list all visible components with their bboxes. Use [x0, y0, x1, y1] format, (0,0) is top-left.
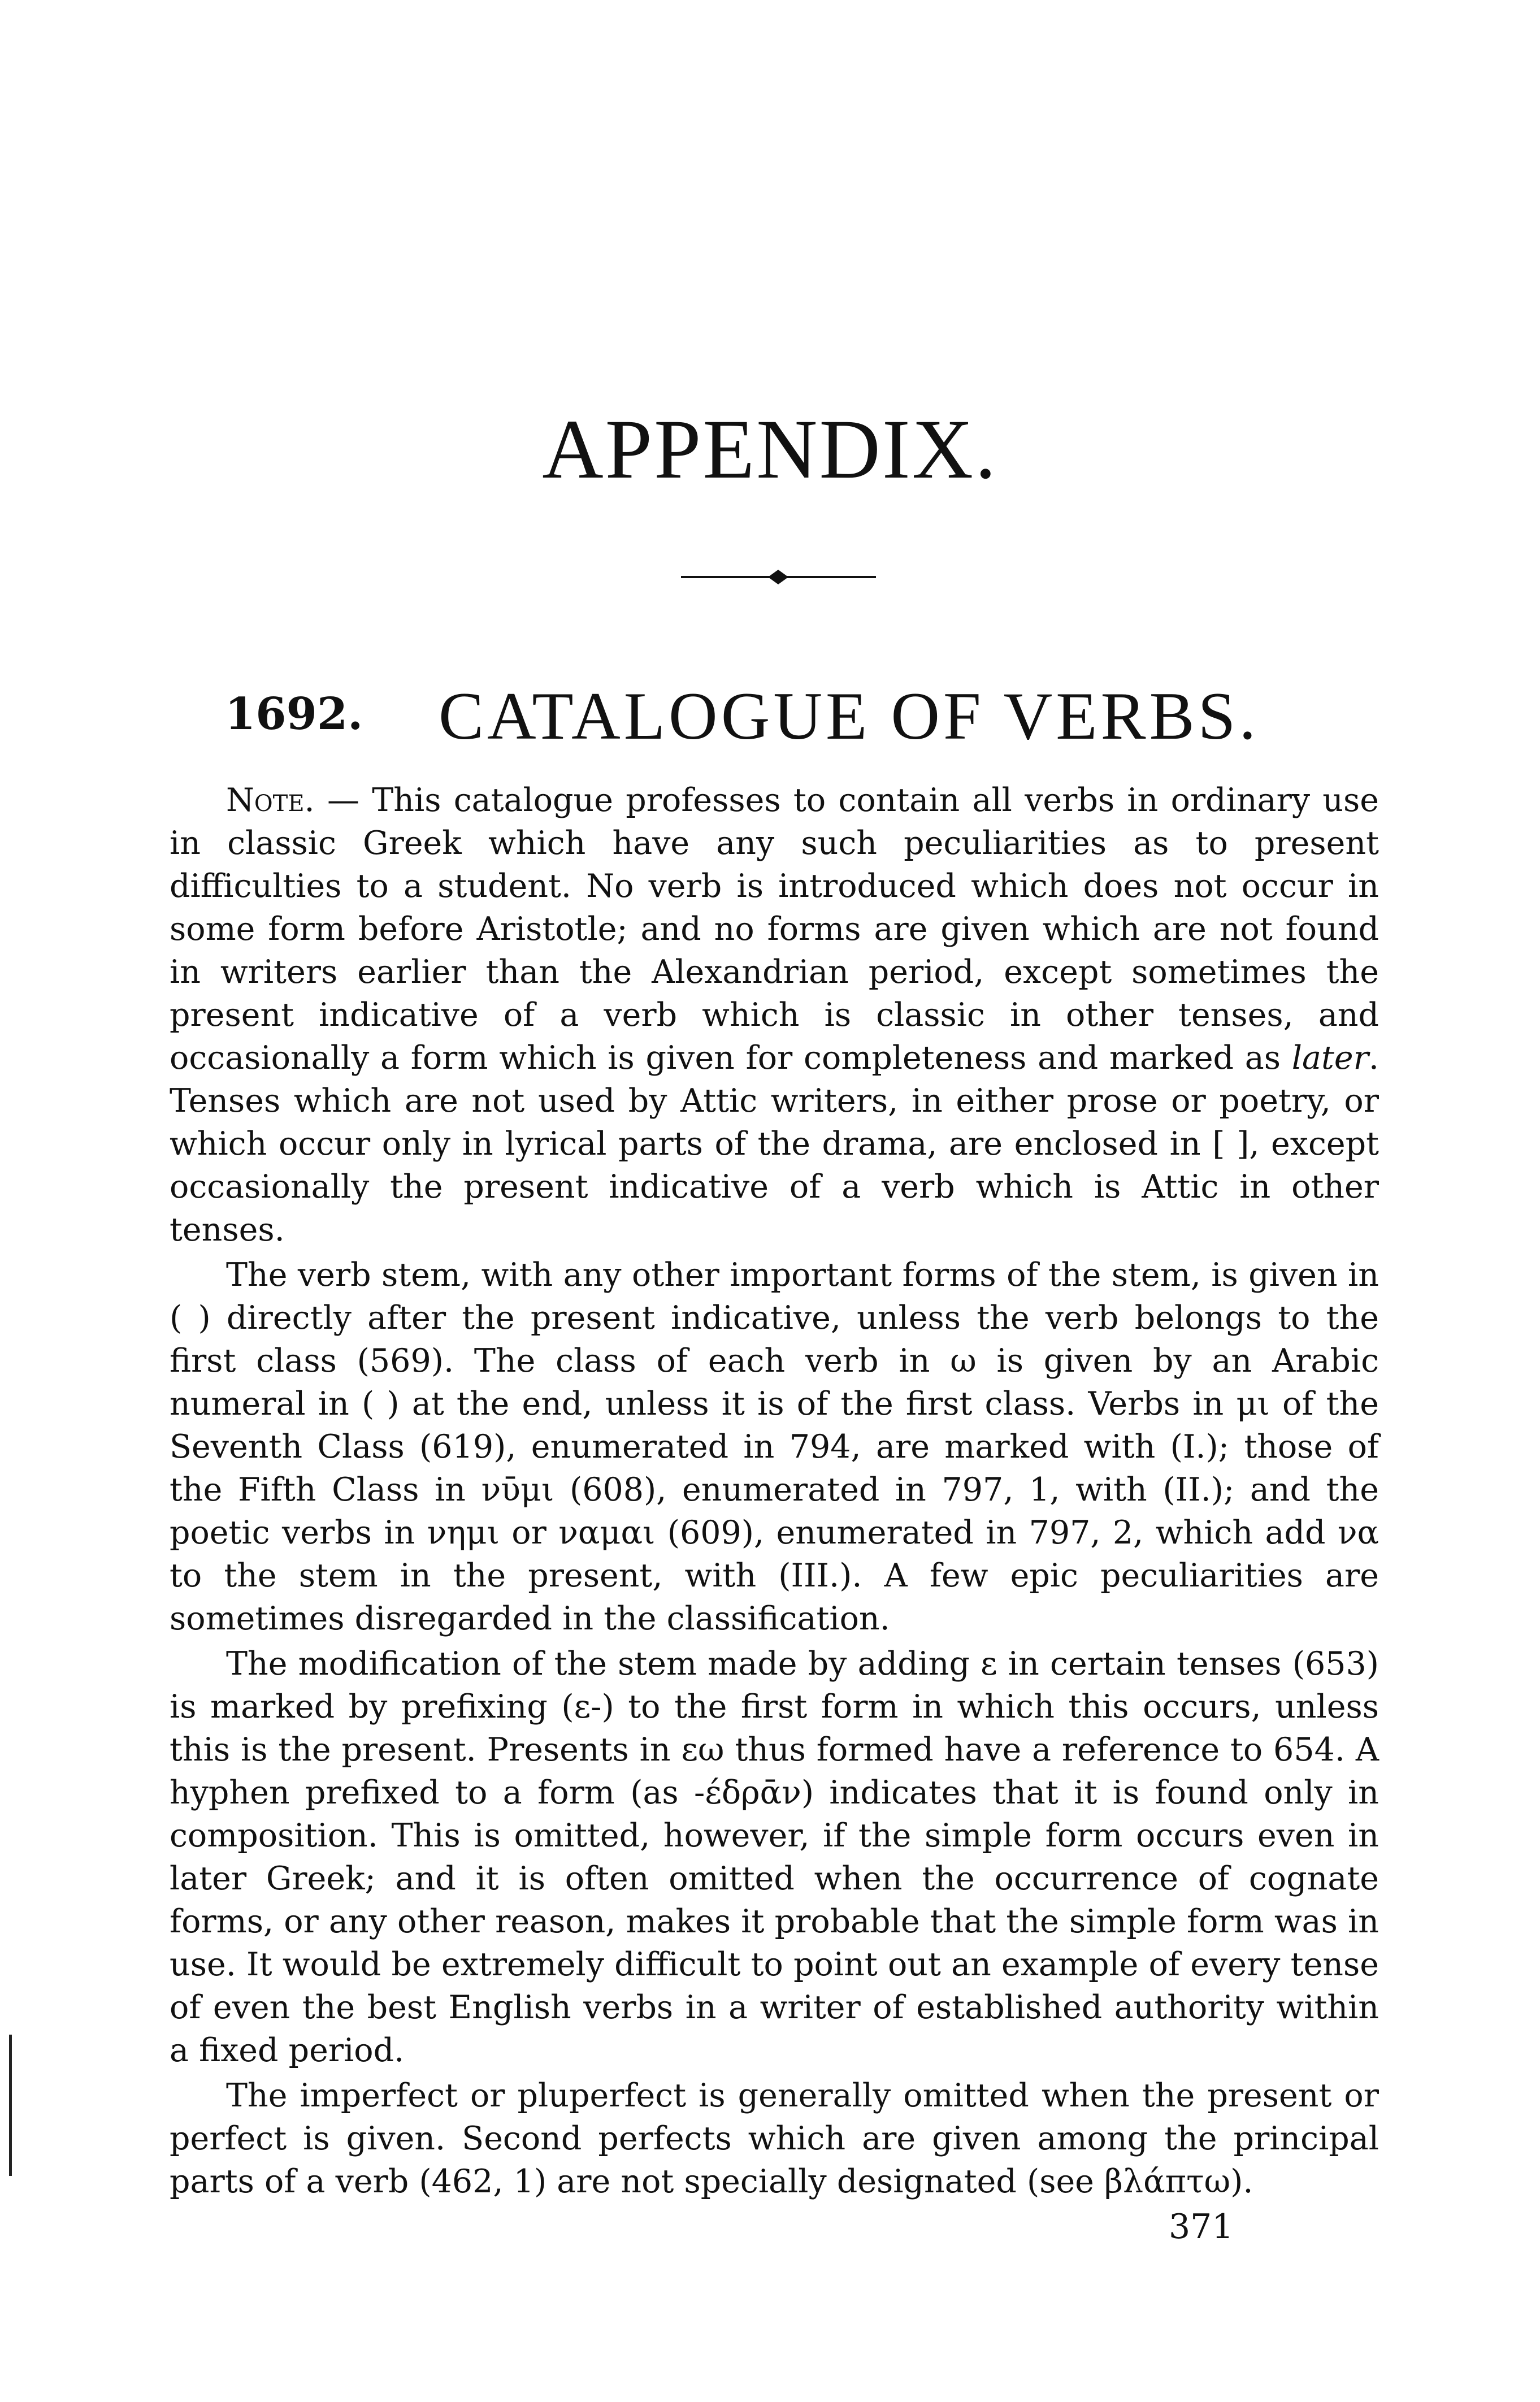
body-text [170, 779, 1379, 2203]
paragraph-imperfect: The imperfect or pluperfect is generally omitted when the present or perfect is given. Second perfects which are given among the principal parts of a verb (462, 1) are not specially designated (see βλάπτω). [170, 2077, 1379, 2200]
note-label: Note. [226, 782, 315, 819]
paragraph-verb-stem: The verb stem, with any other important forms of the stem, is given in ( ) directly after the present indicative, unless the verb belongs to the first class (569). The class of each verb in ω is given by an Arabic numeral in ( ) at the end, unless it is of the first class. Verbs in μι of the Seventh Class (619), enumerated in 794, are marked with (I.); those of the Fifth Class in νῡμι (608), enumerated in 797, 1, with (II.); and the poetic verbs in νημι or ναμαι (609), enumerated in 797, 2, which add να to the stem in the present, with (III.). A few epic peculiarities are sometimes disregarded in the classification. [170, 1256, 1379, 1637]
note-dash: — [314, 782, 372, 819]
note-paragraph [170, 779, 1379, 1251]
paragraph-stem-modification: The modification of the stem made by adding ε in certain tenses (653) is marked by prefixing (ε-) to the first form in which this occurs, unless this is the present. Presents in εω thus formed have a reference to 654. A hyphen prefixed to a form (as -έδρᾱν) indicates that it is found only in composition. This is omitted, however, if the simple form occurs even in later Greek; and it is often omitted when the occurrence of cognate forms, or any other reason, makes it probable that the simple form was in use. It would be extremely difficult to point out an example of every tense of even the best English verbs in a writer of established authority within a fixed period. [170, 1645, 1379, 2069]
section-number: 1692. [225, 688, 363, 740]
note-text-after: . Tenses which are not used by Attic writers, in either prose or poetry, or which occur only in lyrical parts of the drama, are enclosed in [ ], except occasionally the present indicative of a verb which is Attic in other tenses. [170, 1039, 1379, 1248]
margin-mark [9, 2035, 12, 2176]
note-text: This catalogue professes to contain all verbs in ordinary use in classic Greek which have any such peculiarities as to present difficulties to a student. No verb is introduced which does not occur in some form before Aristotle; and no forms are given which are not found in writers earlier than the Alexandrian period, except sometimes the present indicative of a verb which is classic in other tenses, and occasionally a form which is given for completeness and marked as [170, 782, 1379, 1077]
section-header [225, 677, 1355, 753]
appendix-heading: APPENDIX. [542, 402, 998, 496]
page-number: 371 [1169, 2207, 1234, 2247]
section-title: CATALOGUE OF VERBS. [439, 678, 1260, 753]
diamond-rule-icon [681, 569, 876, 586]
note-italic-word: later [1291, 1039, 1369, 1077]
